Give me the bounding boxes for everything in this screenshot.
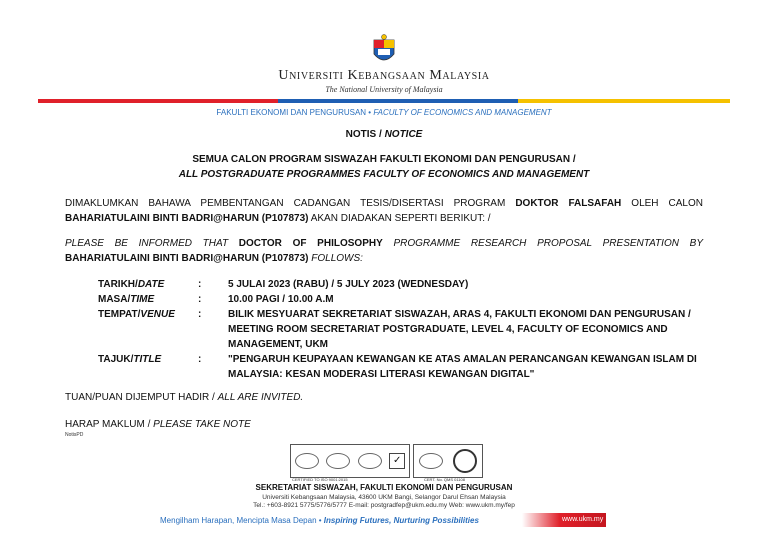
paragraph-en-a: PLEASE BE INFORMED THAT: [65, 238, 239, 249]
time-label: [98, 292, 198, 307]
university-name: Universiti Kebangsaan Malaysia: [278, 68, 490, 83]
colon: :: [198, 279, 202, 290]
candidate-en: BAHARIATULAINI BINTI BADRI@HARUN (P107873): [65, 253, 309, 264]
header-bar-blue: [278, 99, 518, 103]
detail-row-venue: [98, 307, 708, 352]
certification-badge-icon: [358, 453, 382, 469]
faculty-separator: •: [366, 108, 374, 117]
slogan: [160, 516, 479, 525]
cert-label-qms: CERT. No. QMS 01108: [424, 477, 465, 482]
seal-icon: [453, 449, 477, 473]
invite-en: ALL ARE INVITED.: [217, 392, 304, 403]
university-crest-icon: [370, 34, 398, 68]
time-label-en: TIME: [130, 294, 155, 305]
paragraph-ms-b: OLEH CALON: [621, 198, 703, 209]
colon: :: [198, 354, 202, 365]
secretariat-name: SEKRETARIAT SISWAZAH, FAKULTI EKONOMI DAN PENGURUSAN: [255, 483, 513, 492]
harap-line: [65, 419, 251, 430]
detail-row-title: [98, 352, 708, 382]
checkmark-icon: ✓: [389, 453, 405, 469]
certification-logos-qms: [413, 444, 483, 478]
faculty-ms: FAKULTI EKONOMI DAN PENGURUSAN: [216, 108, 367, 117]
venue-label-en: VENUE: [140, 309, 175, 320]
details-table: [98, 277, 708, 382]
notice-title-separator: /: [376, 129, 385, 140]
time-label-ms: MASA/: [98, 294, 131, 305]
notice-title: [0, 129, 768, 140]
date-label: [98, 277, 198, 292]
venue-label: [98, 307, 198, 322]
program-en: DOCTOR OF PHILOSOPHY: [238, 238, 383, 249]
paragraph-en-b: PROGRAMME RESEARCH PROPOSAL PRESENTATION BY: [382, 238, 703, 249]
file-note: NotisPD: [65, 432, 84, 438]
paragraph-en-c: FOLLOWS:: [308, 253, 363, 264]
audience-ms: SEMUA CALON PROGRAM SISWAZAH FAKULTI EKONOMI DAN PENGURUSAN /: [192, 154, 576, 165]
time-value: 10.00 PAGI / 10.00 A.M: [228, 294, 334, 305]
harap-ms: HARAP MAKLUM /: [65, 419, 154, 430]
header-bar-yellow: [518, 99, 730, 103]
certification-badge-icon: [419, 453, 443, 469]
detail-row-time: [98, 292, 708, 307]
detail-row-date: [98, 277, 708, 292]
certification-badge-icon: [295, 453, 319, 469]
secretariat-address: Universiti Kebangsaan Malaysia, 43600 UKM Bangi, Selangor Darul Ehsan Malaysia: [262, 494, 506, 501]
invite-ms: TUAN/PUAN DIJEMPUT HADIR /: [65, 392, 218, 403]
venue-label-ms: TEMPAT/: [98, 309, 141, 320]
faculty-line: [0, 108, 768, 117]
certification-logos-iso: [290, 444, 410, 478]
harap-en: PLEASE TAKE NOTE: [153, 419, 251, 430]
candidate-ms: BAHARIATULAINI BINTI BADRI@HARUN (P107873): [65, 213, 309, 224]
certification-badge-icon: [326, 453, 350, 469]
venue-value: BILIK MESYUARAT SEKRETARIAT SISWAZAH, ARAS 4, FAKULTI EKONOMI DAN PENGURUSAN / MEETING ROOM SECRETARIAT POSTGRADUATE, LEVEL 4, FACULTY OF ECONOMICS AND MANAGEMENT, UKM: [228, 309, 691, 350]
title-value: "PENGARUH KEUPAYAAN KEWANGAN KE ATAS AMALAN PERANCANGAN KEWANGAN ISLAM DI MALAYSIA: KESAN MODERASI LITERASI KEWANGAN DIGITAL": [228, 354, 697, 380]
colon: :: [198, 309, 202, 320]
secretariat-contact: Tel.: +603-8921 5775/5776/5777 E-mail: postgradfep@ukm.edu.my Web: www.ukm.my/fep: [253, 502, 515, 509]
header-bar-red: [38, 99, 278, 103]
faculty-en: FACULTY OF ECONOMICS AND MANAGEMENT: [373, 108, 552, 117]
title-label-ms: TAJUK/: [98, 354, 134, 365]
title-label: [98, 352, 198, 367]
paragraph-ms-a: DIMAKLUMKAN BAHAWA PEMBENTANGAN CADANGAN TESIS/DISERTASI PROGRAM: [65, 198, 516, 209]
date-label-en: DATE: [137, 279, 165, 290]
paragraph-ms-c: AKAN DIADAKAN SEPERTI BERIKUT: /: [308, 213, 491, 224]
audience-en: ALL POSTGRADUATE PROGRAMMES FACULTY OF ECONOMICS AND MANAGEMENT: [178, 169, 590, 180]
date-label-ms: TARIKH/: [98, 279, 138, 290]
university-subtitle: The National University of Malaysia: [325, 85, 443, 94]
slogan-ms: Mengilham Harapan, Mencipta Masa Depan •: [160, 516, 324, 525]
website-link[interactable]: www.ukm.my: [562, 516, 604, 523]
colon: :: [198, 294, 202, 305]
notice-title-ms: NOTIS: [345, 129, 377, 140]
cert-label-iso: CERTIFIED TO ISO 9001:2015: [292, 477, 348, 482]
paragraph-en: [65, 236, 703, 266]
program-ms: DOKTOR FALSAFAH: [515, 198, 622, 209]
invite-line: [65, 392, 303, 403]
paragraph-ms: [65, 196, 703, 226]
title-label-en: TITLE: [133, 354, 162, 365]
slogan-en: Inspiring Futures, Nurturing Possibilities: [323, 516, 479, 525]
date-value: 5 JULAI 2023 (RABU) / 5 JULY 2023 (WEDNESDAY): [228, 279, 469, 290]
notice-title-en: NOTICE: [384, 129, 423, 140]
